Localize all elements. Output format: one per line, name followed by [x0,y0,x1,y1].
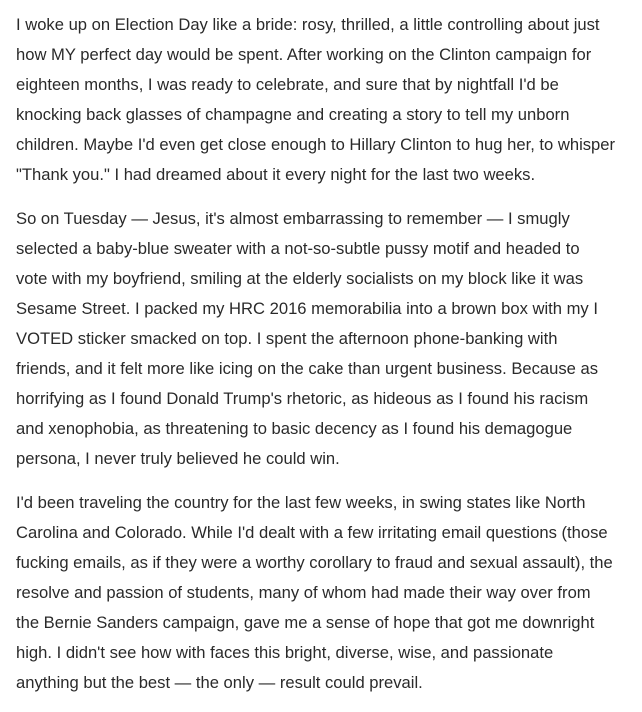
paragraph-line: knocking back glasses of champagne and creating a story to tell my unborn [16,105,570,124]
paragraph-line: VOTED sticker smacked on top. I spent the afternoon phone-banking with [16,329,558,348]
paragraph-line: So on Tuesday — Jesus, it's almost embarrassing to remember — I smugly [16,209,570,228]
paragraph-2 [16,204,642,474]
paragraph-line: "Thank you." I had dreamed about it every night for the last two weeks. [16,165,536,184]
paragraph-1 [16,10,642,190]
paragraph-line: Sesame Street. I packed my HRC 2016 memorabilia into a brown box with my I [16,299,598,318]
paragraph-line: the Bernie Sanders campaign, gave me a sense of hope that got me downright [16,613,595,632]
paragraph-3 [16,488,642,698]
paragraph-line: Carolina and Colorado. While I'd dealt with a few irritating email questions (those [16,523,608,542]
paragraph-line: vote with my boyfriend, smiling at the elderly socialists on my block like it was [16,269,584,288]
paragraph-line: children. Maybe I'd even get close enough to Hillary Clinton to hug her, to whisper [16,135,616,154]
paragraph-line: horrifying as I found Donald Trump's rhetoric, as hideous as I found his racism [16,389,589,408]
paragraph-line: fucking emails, as if they were a worthy corollary to fraud and sexual assault), the [16,553,613,572]
paragraph-line: I'd been traveling the country for the last few weeks, in swing states like North [16,493,586,512]
paragraph-line: how MY perfect day would be spent. After working on the Clinton campaign for [16,45,592,64]
paragraph-line: and xenophobia, as threatening to basic decency as I found his demagogue [16,419,573,438]
paragraph-line: eighteen months, I was ready to celebrate, and sure that by nightfall I'd be [16,75,559,94]
paragraph-line: resolve and passion of students, many of whom had made their way over from [16,583,591,602]
paragraph-line: selected a baby-blue sweater with a not-so-subtle pussy motif and headed to [16,239,580,258]
article-body [16,10,642,712]
paragraph-line: anything but the best — the only — result could prevail. [16,673,423,692]
paragraph-line: persona, I never truly believed he could win. [16,449,340,468]
paragraph-line: I woke up on Election Day like a bride: rosy, thrilled, a little controlling about just [16,15,600,34]
paragraph-line: high. I didn't see how with faces this bright, diverse, wise, and passionate [16,643,554,662]
paragraph-line: friends, and it felt more like icing on the cake than urgent business. Because as [16,359,599,378]
